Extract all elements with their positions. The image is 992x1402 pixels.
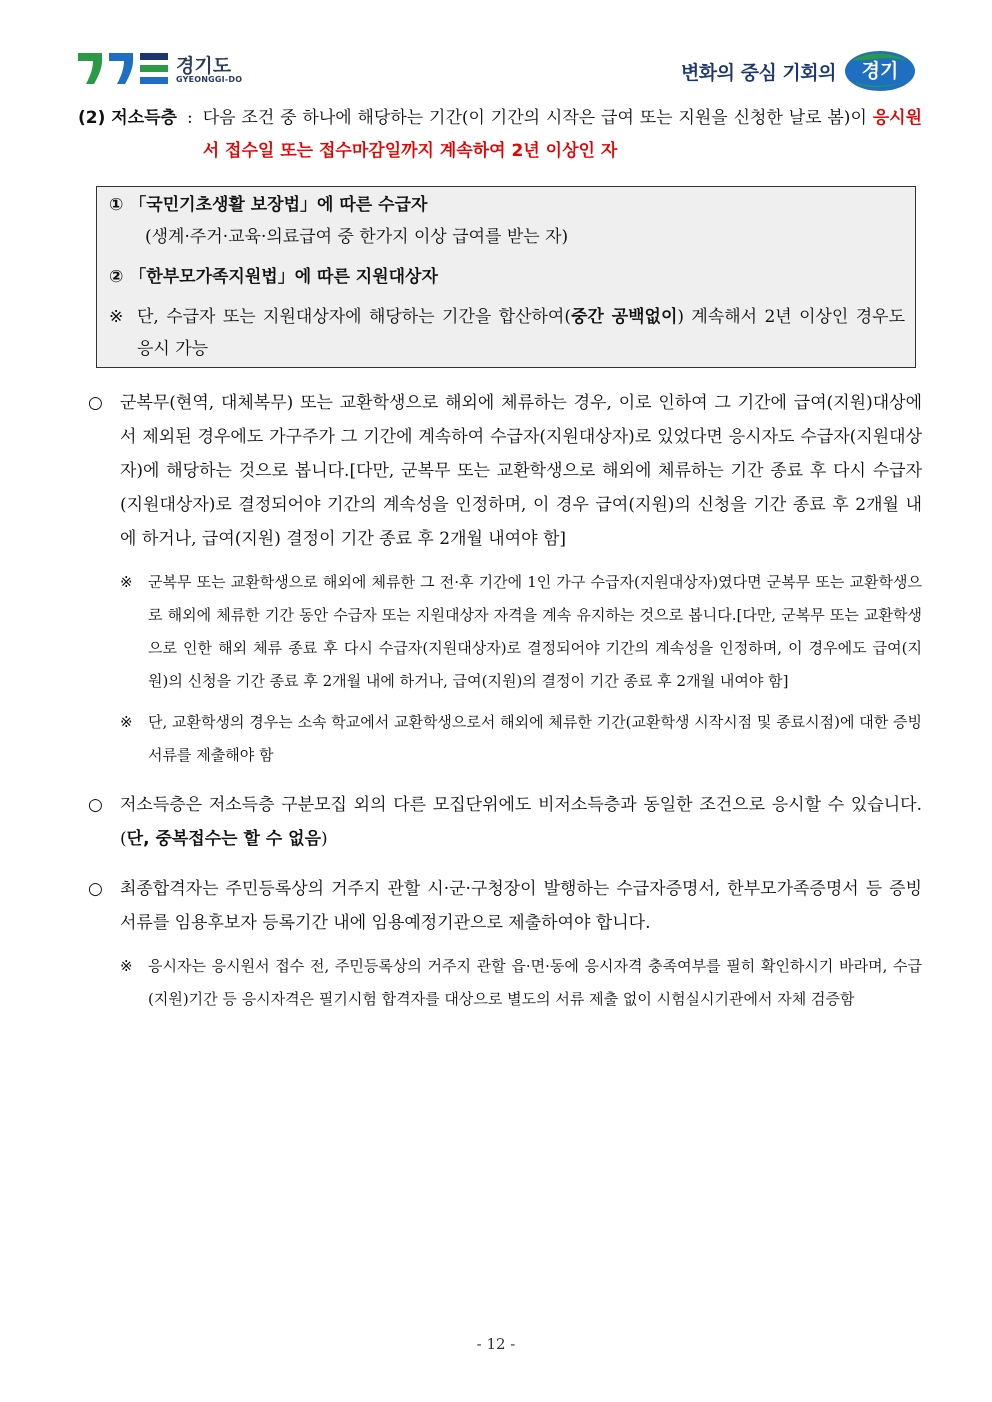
- bullet-mark: ○: [88, 393, 103, 413]
- gyeonggi-logo-icon: [76, 50, 171, 86]
- box-note-text: [137, 301, 905, 365]
- note-exchange-student: [78, 706, 922, 772]
- bullet-final-documents: [78, 872, 922, 940]
- box-note: [109, 301, 905, 365]
- slogan-badge: [844, 50, 916, 92]
- section-title: (2) 저소득층: [78, 108, 177, 128]
- box-note-mark: ※: [109, 307, 124, 327]
- box-note-before: 단, 수급자 또는 지원대상자에 해당하는 기간을 합산하여(: [137, 307, 571, 327]
- eligibility-box: [96, 186, 916, 368]
- gyeonggi-logo: [76, 50, 276, 94]
- bullet-mark: ○: [88, 879, 103, 899]
- bullet-other-units: [78, 788, 922, 856]
- bullet-text: 최종합격자는 주민등록상의 거주지 관할 시·군·구청장이 발행하는 수급자증명서, 한부모가족증명서 등 증빙서류를 임용후보자 등록기간 내에 임용예정기관으로 제출하여야 합니다.: [120, 879, 922, 933]
- page-header: [0, 0, 992, 100]
- document-body: [78, 102, 922, 1016]
- section-colon: :: [186, 108, 193, 128]
- section-low-income: [78, 102, 922, 168]
- slogan: [681, 50, 916, 92]
- bullet-text-bold: 단, 중복접수는 할 수 없음: [126, 829, 321, 849]
- logo-org-name-en: GYEONGGI-DO: [176, 75, 243, 84]
- box-item-1-title: ① 「국민기초생활 보장법」에 따른 수급자: [109, 195, 428, 215]
- box-item-1-sub: (생계·주거·교육·의료급여 중 한가지 이상 급여를 받는 자): [145, 227, 569, 247]
- note-mark: ※: [120, 573, 133, 591]
- note-text: 응시자는 응시원서 접수 전, 주민등록상의 거주지 관할 읍·면·동에 응시자격 충족여부를 필히 확인하시기 바라며, 수급(지원)기간 등 응시자격은 필기시험 합격자를 대상으로 별도의 서류 제출 없이 시험실시기관에서 자체 검증함: [148, 957, 922, 1008]
- bullet-military-service: [78, 386, 922, 556]
- bullet-text: [120, 788, 922, 856]
- section-text: [203, 102, 922, 168]
- slogan-badge-text: 경기: [861, 60, 899, 82]
- note-verification: [78, 950, 922, 1016]
- note-mark: ※: [120, 713, 133, 731]
- bullet-text: 군복무(현역, 대체복무) 또는 교환학생으로 해외에 체류하는 경우, 이로 인하여 그 기간에 급여(지원)대상에서 제외된 경우에도 가구주가 그 기간에 계속하여 수급자(지원대상자)로 있었다면 응시자도 수급자(지원대상자)에 해당하는 것으로 봅니다.[다만, 군복무 또는 교환학생으로 해외에 체류하는 기간 종료 후 다시 수급자(지원대상자)로 결정되어야 기간의 계속성을 인정하며, 이 경우 급여(지원)의 신청을 기간 종료 후 2개월 내에 하거나, 급여(지원) 결정이 기간 종료 후 2개월 내여야 함]: [120, 393, 922, 549]
- note-military-single-household: [78, 566, 922, 698]
- bullet-text-after: ): [321, 829, 328, 849]
- bullet-text-before: 저소득층은 저소득층 구분모집 외의 다른 모집단위에도 비저소득층과 동일한 조건으로 응시할 수 있습니다.(: [120, 795, 922, 849]
- section-text-plain: 다음 조건 중 하나에 해당하는 기간(이 기간의 시작은 급여 또는 지원을 신청한 날로 봄)이: [202, 108, 873, 128]
- box-note-after: ) 계속해서 2년 이상인 경우도 응시 가능: [137, 307, 905, 359]
- bullet-mark: ○: [88, 795, 103, 815]
- note-text: 단, 교환학생의 경우는 소속 학교에서 교환학생으로서 해외에 체류한 기간(교환학생 시작시점 및 종료시점)에 대한 증빙서류를 제출해야 함: [148, 713, 922, 764]
- note-text: 군복무 또는 교환학생으로 해외에 체류한 그 전·후 기간에 1인 가구 수급자(지원대상자)였다면 군복무 또는 교환학생으로 해외에 체류한 기간 동안 수급자 또는 지원대상자 자격을 계속 유지하는 것으로 봅니다.[다만, 군복무 또는 교환학생으로 인한 해외 체류 종료 후 다시 수급자(지원대상자)로 결정되어야 기간의 계속성을 인정하며, 이 경우에도 급여(지원)의 신청을 기간 종료 후 2개월 내에 하거나, 급여(지원)의 결정이 기간 종료 후 2개월 내여야 함]: [148, 573, 922, 690]
- section-text-highlight: 응시원서 접수일 또는 접수마감일까지 계속하여 2년 이상인 자: [202, 108, 922, 161]
- page-number: - 12 -: [476, 1335, 516, 1353]
- box-note-bold: 중간 공백없이: [570, 307, 678, 327]
- note-mark: ※: [120, 957, 133, 975]
- slogan-text: 변화의 중심 기회의: [680, 61, 836, 84]
- logo-org-name: 경기도: [176, 55, 232, 77]
- box-item-2-title: ② 「한부모가족지원법」에 따른 지원대상자: [109, 267, 438, 287]
